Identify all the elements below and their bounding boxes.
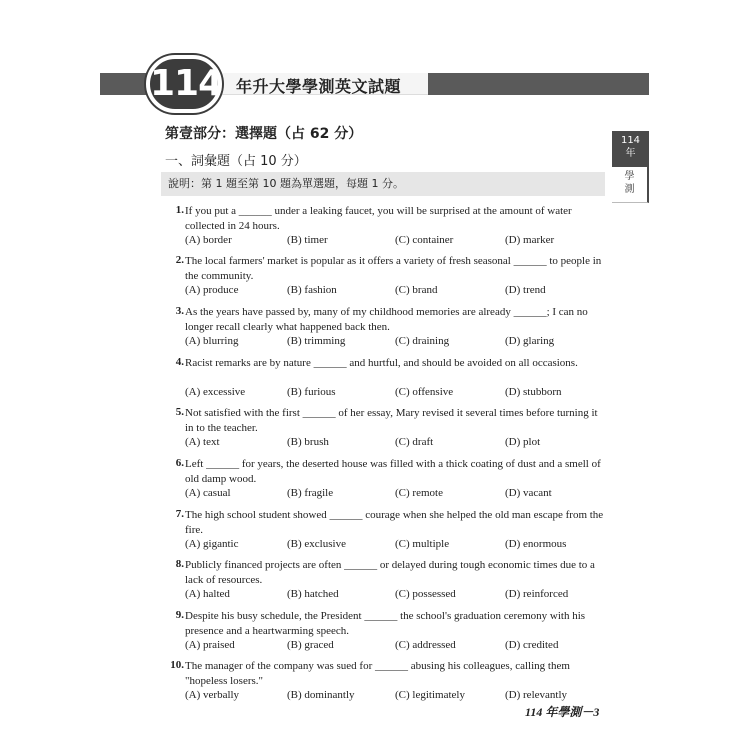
question-number: 10. — [170, 659, 184, 671]
question-text: Racist remarks are by nature ______ and hurtful, and should be avoided on all occasions. — [185, 357, 578, 369]
option-a: (A) excessive — [185, 386, 246, 398]
option-c: (C) remote — [395, 487, 443, 499]
option-d: (D) relevantly — [505, 689, 567, 701]
option-a: (A) casual — [185, 487, 231, 499]
header-bar-right — [428, 73, 649, 95]
year-badge: 114 — [146, 55, 222, 113]
option-a: (A) text — [185, 436, 220, 448]
option-c: (C) offensive — [395, 386, 454, 398]
option-b: (B) timer — [287, 234, 328, 246]
question-text: As the years have passed by, many of my childhood memories are already ______; I can no longer recall clearly what happened back then. — [185, 306, 588, 333]
option-a: (A) blurring — [185, 335, 239, 347]
question-number: 5. — [175, 406, 184, 418]
option-d: (D) credited — [505, 639, 559, 651]
option-a: (A) produce — [185, 284, 239, 296]
option-b: (B) trimming — [287, 335, 346, 347]
question-text: If you put a ______ under a leaking faucet, you will be surprised at the amount of water collected in 24 hours. — [185, 205, 572, 232]
part-title: 第壹部分：選擇題（占 62 分） — [165, 126, 363, 142]
question-number: 7. — [175, 508, 184, 520]
option-d: (D) glaring — [505, 335, 555, 347]
option-a: (A) verbally — [185, 689, 240, 701]
option-b: (B) furious — [287, 386, 336, 398]
instructions: 說明：第 1 題至第 10 題為單選題，每題 1 分。 — [161, 172, 605, 196]
question-number: 9. — [175, 609, 184, 621]
option-c: (C) brand — [395, 284, 438, 296]
option-a: (A) halted — [185, 588, 230, 600]
option-a: (A) gigantic — [185, 538, 239, 550]
side-tab-year: 114 年 — [612, 131, 649, 167]
question-number: 8. — [175, 558, 184, 570]
question-text: The local farmers' market is popular as it offers a variety of fresh seasonal ______ to people in the community. — [185, 255, 602, 282]
option-d: (D) marker — [505, 234, 555, 246]
option-d: (D) vacant — [505, 487, 552, 499]
question-number: 2. — [175, 254, 184, 266]
option-c: (C) container — [395, 234, 454, 246]
section-title: 一、詞彙題（占 10 分） — [165, 154, 307, 169]
option-c: (C) legitimately — [395, 689, 465, 701]
question-text: Left ______ for years, the deserted house was filled with a thick coating of dust and a smell of old damp wood. — [185, 458, 601, 485]
question-text: Not satisfied with the first ______ of her essay, Mary revised it several times before turning it in to the teacher. — [185, 407, 598, 434]
question-number: 4. — [175, 356, 184, 368]
option-b: (B) dominantly — [287, 689, 355, 701]
option-a: (A) praised — [185, 639, 235, 651]
question-text: The high school student showed ______ courage when she helped the old man escape from the fire. — [185, 509, 604, 536]
option-d: (D) trend — [505, 284, 546, 296]
option-b: (B) brush — [287, 436, 329, 448]
question-text: The manager of the company was sued for ______ abusing his colleagues, calling them "hopeless losers." — [185, 660, 570, 687]
option-b: (B) exclusive — [287, 538, 346, 550]
page-footer: 114 年學測－3 — [525, 705, 600, 719]
question-text: Publicly financed projects are often ______ or delayed during tough economic times due to a lack of resources. — [185, 559, 595, 586]
side-tab — [612, 131, 649, 203]
option-b: (B) graced — [287, 639, 334, 651]
option-c: (C) possessed — [395, 588, 456, 600]
option-c: (C) draining — [395, 335, 450, 347]
question-text: Despite his busy schedule, the President ______ the school's graduation ceremony with his presence and a heartwarming speech. — [185, 610, 586, 637]
option-c: (C) draft — [395, 436, 434, 448]
side-tab-exam: 學 測 — [612, 167, 649, 203]
option-b: (B) hatched — [287, 588, 339, 600]
option-d: (D) stubborn — [505, 386, 562, 398]
question-number: 3. — [175, 305, 184, 317]
option-b: (B) fragile — [287, 487, 334, 499]
question-number: 1. — [175, 204, 184, 216]
option-b: (B) fashion — [287, 284, 337, 296]
option-d: (D) reinforced — [505, 588, 569, 600]
option-d: (D) plot — [505, 436, 541, 448]
option-d: (D) enormous — [505, 538, 567, 550]
option-c: (C) multiple — [395, 538, 450, 550]
option-c: (C) addressed — [395, 639, 456, 651]
page-title: 年升大學學測英文試題 — [236, 77, 402, 96]
question-number: 6. — [175, 457, 184, 469]
option-a: (A) border — [185, 234, 232, 246]
